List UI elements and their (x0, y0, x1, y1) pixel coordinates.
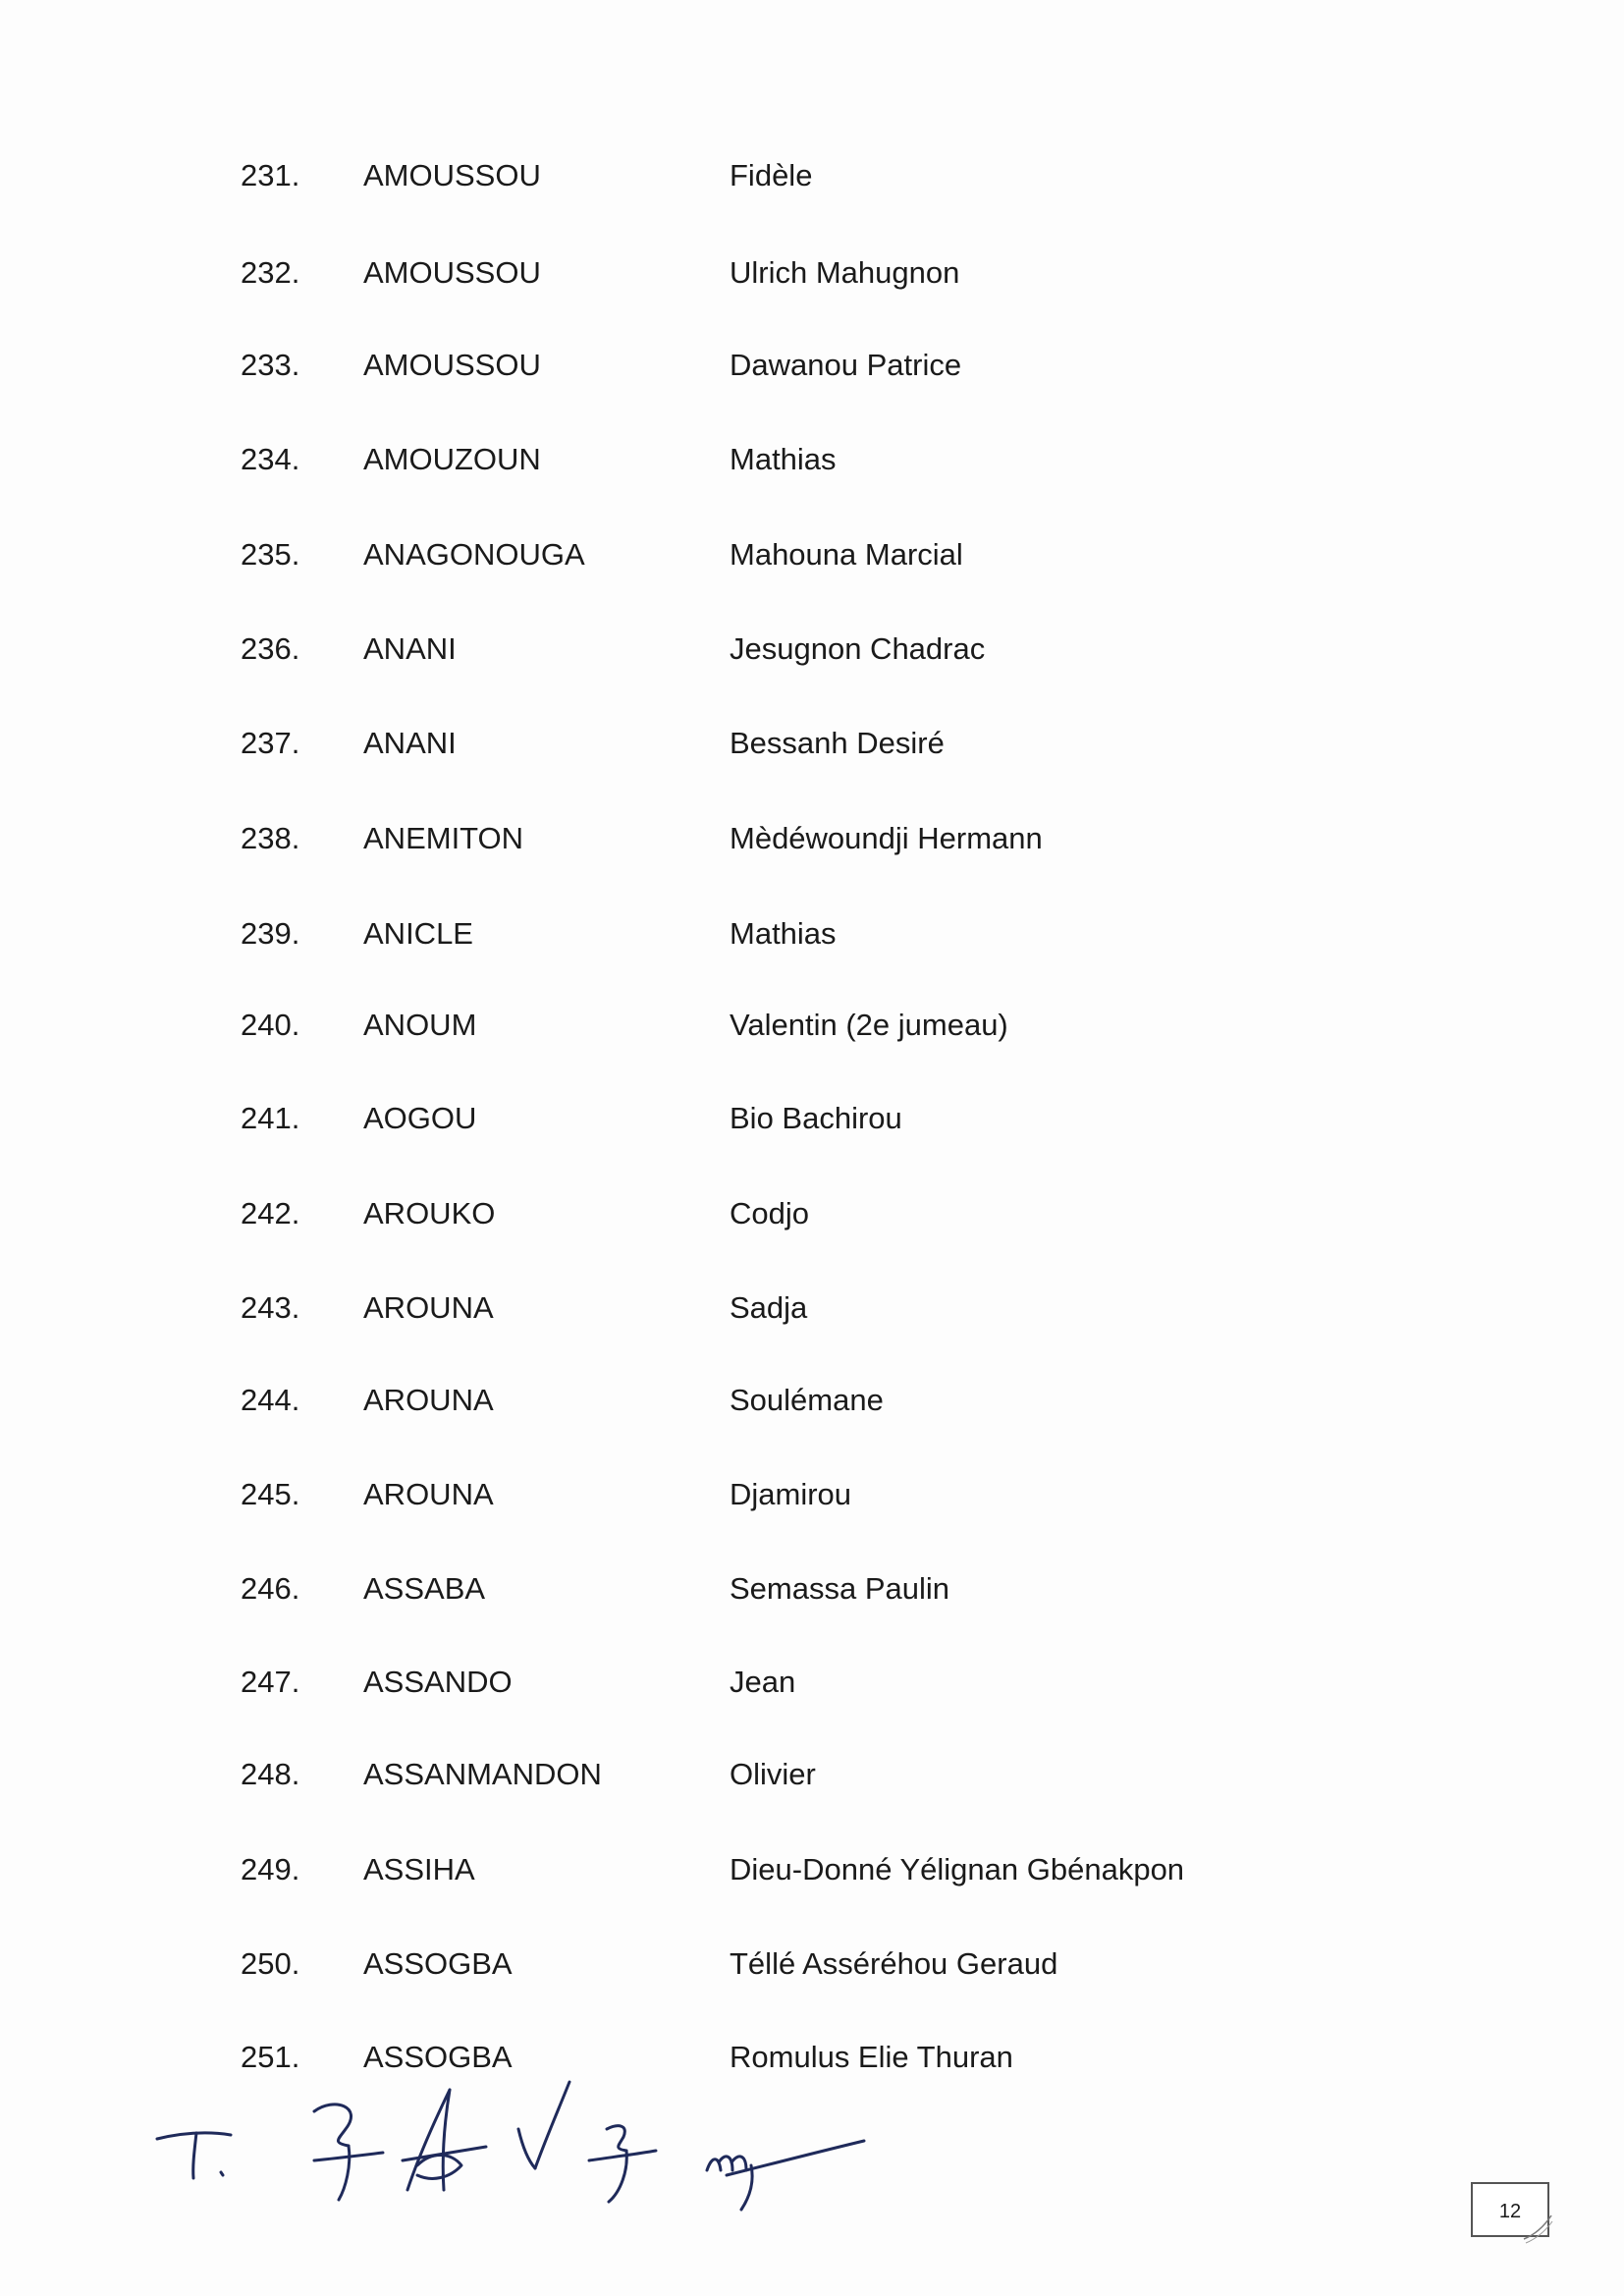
entry-first-names: Téllé Asséréhou Geraud (730, 1946, 1058, 1981)
entry-number: 248. (241, 1757, 300, 1791)
signature-initial-4 (518, 2082, 569, 2168)
entry-number: 233. (241, 348, 300, 382)
entry-first-names: Mathias (730, 442, 837, 476)
entry-number: 246. (241, 1571, 300, 1606)
entry-number: 238. (241, 821, 300, 855)
signature-initial-3 (403, 2090, 486, 2190)
entry-first-names: Dawanou Patrice (730, 348, 962, 382)
list-item (0, 1845, 1624, 1894)
entry-last-name: ANANI (363, 726, 457, 760)
entry-last-name: ASSANMANDON (363, 1757, 602, 1791)
list-item (0, 530, 1624, 579)
entry-first-names: Sadja (730, 1290, 808, 1325)
list-item (0, 435, 1624, 484)
entry-number: 237. (241, 726, 300, 760)
entry-first-names: Fidèle (730, 158, 813, 192)
entry-last-name: AMOUSSOU (363, 255, 541, 290)
entry-first-names: Semassa Paulin (730, 1571, 950, 1606)
entry-last-name: ASSABA (363, 1571, 486, 1606)
signature-initial-6 (707, 2141, 864, 2210)
entry-last-name: AROUNA (363, 1290, 494, 1325)
entry-number: 247. (241, 1665, 300, 1699)
list-item (0, 341, 1624, 390)
list-item (0, 1750, 1624, 1799)
entry-first-names: Romulus Elie Thuran (730, 2040, 1013, 2074)
entry-number: 250. (241, 1946, 300, 1981)
entry-last-name: ASSOGBA (363, 2040, 513, 2074)
entry-last-name: ANAGONOUGA (363, 537, 585, 572)
list-item (0, 625, 1624, 674)
entry-last-name: AROUNA (363, 1477, 494, 1511)
signatures (137, 2072, 884, 2229)
entry-first-names: Bessanh Desiré (730, 726, 945, 760)
entry-first-names: Dieu-Donné Yélignan Gbénakpon (730, 1852, 1185, 1886)
entry-first-names: Mathias (730, 916, 837, 951)
list-item (0, 1376, 1624, 1425)
entry-number: 242. (241, 1196, 300, 1230)
entry-number: 236. (241, 631, 300, 666)
list-item (0, 1094, 1624, 1143)
list-item (0, 909, 1624, 958)
entry-first-names: Valentin (2e jumeau) (730, 1008, 1008, 1042)
page-curl-icon (1520, 2210, 1555, 2245)
entry-last-name: AMOUSSOU (363, 158, 541, 192)
list-item (0, 1284, 1624, 1333)
entry-last-name: ANANI (363, 631, 457, 666)
list-item (0, 1940, 1624, 1989)
list-item (0, 1658, 1624, 1707)
list-item (0, 719, 1624, 768)
entry-number: 244. (241, 1383, 300, 1417)
entry-number: 231. (241, 158, 300, 192)
entry-first-names: Mahouna Marcial (730, 537, 963, 572)
entry-first-names: Olivier (730, 1757, 816, 1791)
entry-number: 251. (241, 2040, 300, 2074)
entry-first-names: Djamirou (730, 1477, 852, 1511)
list-item (0, 248, 1624, 298)
entry-last-name: AMOUZOUN (363, 442, 541, 476)
entry-number: 243. (241, 1290, 300, 1325)
entry-first-names: Ulrich Mahugnon (730, 255, 960, 290)
entry-last-name: AOGOU (363, 1101, 477, 1135)
entry-number: 235. (241, 537, 300, 572)
entry-number: 245. (241, 1477, 300, 1511)
entry-last-name: ANICLE (363, 916, 473, 951)
list-item (0, 1470, 1624, 1519)
list-item (0, 814, 1624, 863)
page-number: 12 (1471, 2182, 1549, 2237)
signature-initial-5 (589, 2126, 656, 2202)
entry-first-names: Soulémane (730, 1383, 884, 1417)
entry-last-name: AROUKO (363, 1196, 496, 1230)
entry-first-names: Jean (730, 1665, 796, 1699)
list-item (0, 1564, 1624, 1613)
signature-initial-1 (157, 2133, 231, 2178)
list-item (0, 1189, 1624, 1238)
entry-number: 249. (241, 1852, 300, 1886)
entry-last-name: ASSOGBA (363, 1946, 513, 1981)
entry-first-names: Mèdéwoundji Hermann (730, 821, 1043, 855)
entry-first-names: Bio Bachirou (730, 1101, 902, 1135)
entry-last-name: ANEMITON (363, 821, 524, 855)
entry-first-names: Jesugnon Chadrac (730, 631, 986, 666)
entry-number: 239. (241, 916, 300, 951)
entry-last-name: ASSIHA (363, 1852, 475, 1886)
entry-last-name: ASSANDO (363, 1665, 513, 1699)
entry-number: 240. (241, 1008, 300, 1042)
list-item (0, 151, 1624, 200)
entry-last-name: AMOUSSOU (363, 348, 541, 382)
signature-initial-2 (314, 2105, 383, 2200)
entry-last-name: ANOUM (363, 1008, 477, 1042)
entry-number: 241. (241, 1101, 300, 1135)
entry-last-name: AROUNA (363, 1383, 494, 1417)
entry-first-names: Codjo (730, 1196, 809, 1230)
entry-number: 234. (241, 442, 300, 476)
list-item (0, 1001, 1624, 1050)
entry-number: 232. (241, 255, 300, 290)
